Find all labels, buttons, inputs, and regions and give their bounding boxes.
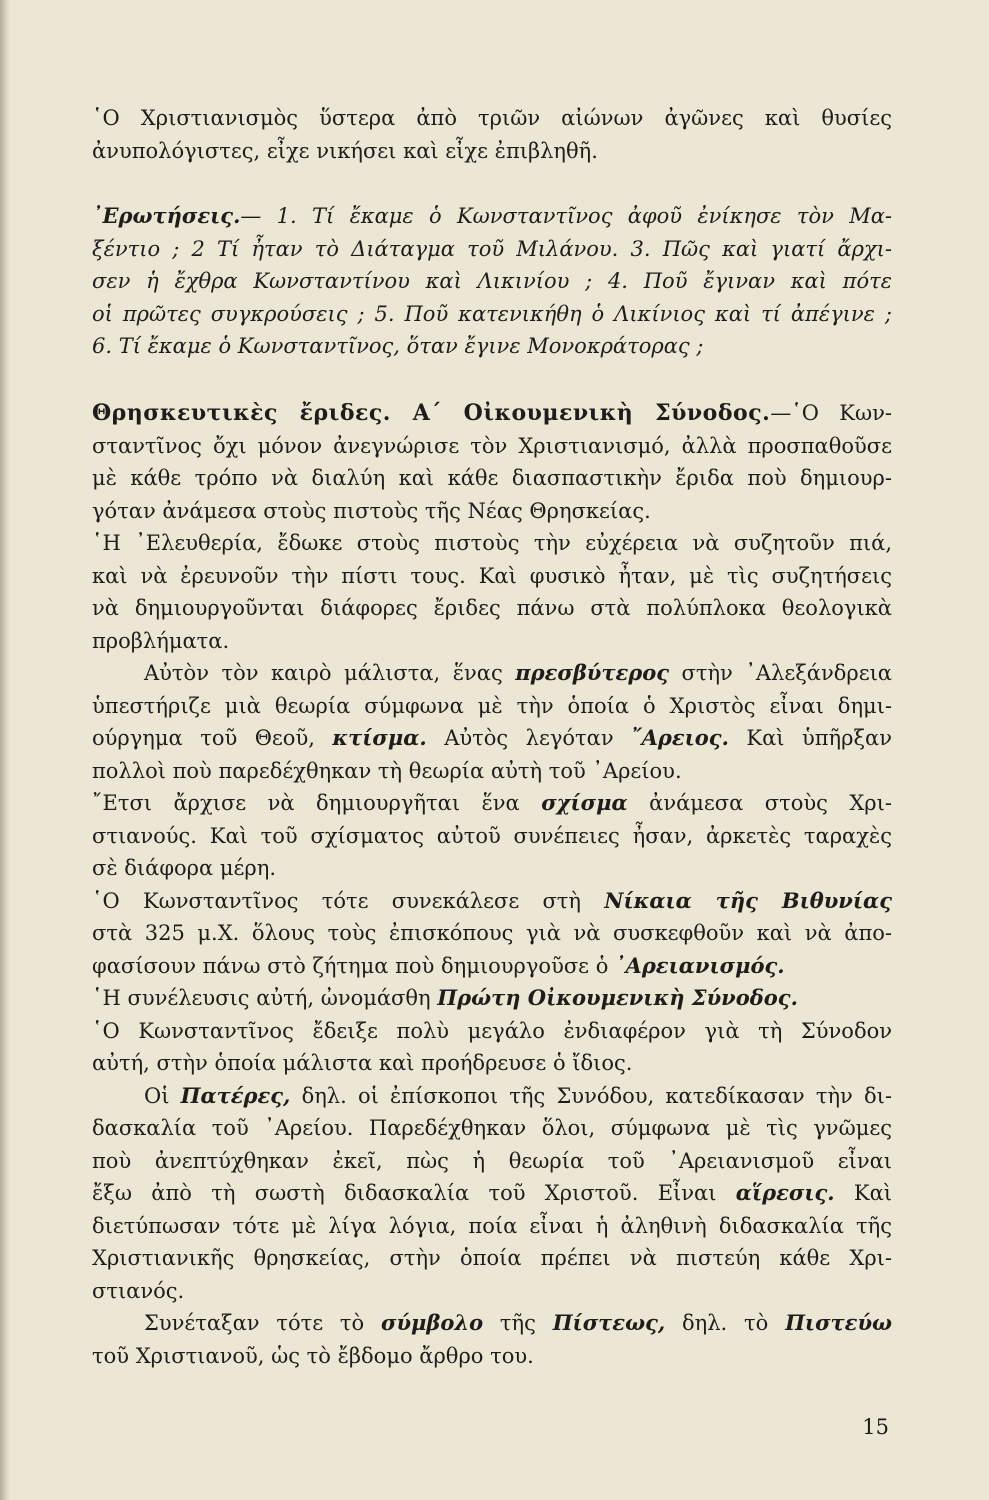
text-line: ὑπεστήριζε μιὰ θεωρία σύμφωνα μὲ τὴν ὁποία ὁ Χριστὸς εἶναι δημι- <box>92 693 892 718</box>
text-line: Χριστιανικῆς θρησκείας, στὴν ὁποία πρέπει νὰ πιστεύη κάθε Χρι- <box>92 1246 892 1270</box>
text-line: ποὺ ἀνεπτύχθηκαν ἐκεῖ, πὼς ἡ θεωρία τοῦ ᾿Αρειανισμοῦ εἶναι <box>92 1148 892 1173</box>
text-line: ῾Η συνέλευσις αὐτή, ὠνομάσθη Πρώτη Οἰκουμενικὴ Σύνοδος. <box>92 985 798 1010</box>
text-line: δασκαλία τοῦ ᾿Αρείου. Παρεδέχθηκαν ὅλοι, σύμφωνα μὲ τὶς γνῶμες <box>92 1116 892 1140</box>
text-line: τοῦ Χριστιανοῦ, ὡς τὸ ἔβδομο ἄρθρο του. <box>92 1343 534 1368</box>
questions-block <box>92 200 892 363</box>
text-line: ἀνυπολόγιστες, εἶχε νικήσει καὶ εἶχε ἐπιβληθῆ. <box>92 138 598 163</box>
term-schisma: σχίσμα <box>541 790 628 815</box>
text-line: μὲ κάθε τρόπο νὰ διαλύη καὶ κάθε διασπαστικὴν ἔριδα ποὺ δημιουρ- <box>92 466 892 490</box>
term-airesis: αἵρεσις. <box>735 1180 835 1205</box>
text-line: ἔξω ἀπὸ τὴ σωστὴ διδασκαλία τοῦ Χριστοῦ. Εἶναι αἵρεσις. Καὶ <box>92 1180 892 1205</box>
page-number: 15 <box>862 1415 889 1439</box>
questions-label: ᾿Ερωτήσεις. <box>92 203 241 228</box>
intro-paragraph <box>92 102 892 167</box>
text-line: σταντῖνος ὄχι μόνον ἀνεγνώρισε τὸν Χριστιανισμό, ἀλλὰ προσπαθοῦσε <box>92 433 892 458</box>
text-line: Συνέταξαν τότε τὸ σύμβολο τῆς Πίστεως, δηλ. τὸ Πιστεύω <box>144 1310 892 1335</box>
text-line: Αὐτὸν τὸν καιρὸ μάλιστα, ἕνας πρεσβύτερος στὴν ᾿Αλεξάνδρεια <box>144 660 892 685</box>
text-line: νὰ δημιουργοῦνται διάφορες ἔριδες πάνω στὰ πολύπλοκα θεολογικὰ <box>92 596 892 620</box>
term-symbolo: σύμβολο <box>381 1310 484 1335</box>
text-line: ῾Η ᾿Ελευθερία, ἔδωκε στοὺς πιστοὺς τὴν εὐχέρεια νὰ συζητοῦν πιά, <box>92 531 892 555</box>
text-line: ῾Ο Χριστιανισμὸς ὕστερα ἀπὸ τριῶν αἰώνων ἀγῶνες καὶ θυσίες <box>92 106 892 130</box>
text-line: ῎Ετσι ἄρχισε νὰ δημιουργῆται ἕνα σχίσμα ἀνάμεσα στοὺς Χρι- <box>92 790 892 815</box>
term-presbyteros: πρεσβύτερος <box>515 660 670 685</box>
text-line: ῾Ο Κωνσταντῖνος τότε συνεκάλεσε στὴ Νίκαια τῆς Βιθυνίας <box>92 887 892 913</box>
text-line: Οἱ Πατέρες, δηλ. οἱ ἐπίσκοποι τῆς Συνόδου, κατεδίκασαν τὴν δι- <box>144 1082 892 1108</box>
term-pateres: Πατέρες, <box>180 1082 291 1108</box>
text-line: γόταν ἀνάμεσα στοὺς πιστοὺς τῆς Νέας Θρησκείας. <box>92 498 651 523</box>
text-line: Θρησκευτικὲς ἔριδες. Α΄ Οἰκουμενικὴ Σύνοδος.—῾Ο Κων- <box>92 400 892 426</box>
binding-edge <box>0 0 10 1500</box>
text-line: 6. Τί ἔκαμε ὁ Κωνσταντῖνος, ὅταν ἔγινε Μονοκράτορας ; <box>92 334 704 358</box>
text-line: στιανούς. Καὶ τοῦ σχίσματος αὐτοῦ συνέπειες ἦσαν, ἀρκετὲς ταραχὲς <box>92 823 892 848</box>
text-line: διετύπωσαν τότε μὲ λίγα λόγια, ποία εἶναι ἡ ἀληθινὴ διδασκαλία τῆς <box>92 1213 892 1238</box>
term-pisteyo: Πιστεύω <box>785 1310 892 1335</box>
text-line: καὶ νὰ ἐρευνοῦν τὴν πίστι τους. Καὶ φυσικὸ ἦταν, μὲ τὶς συζητήσεις <box>92 563 892 588</box>
section-title: Θρησκευτικὲς ἔριδες. Α΄ Οἰκουμενικὴ Σύνοδος. <box>92 400 771 426</box>
text-line: σεν ἡ ἔχθρα Κωνσταντίνου καὶ Λικινίου ; 4. Ποῦ ἔγιναν καὶ πότε <box>92 269 892 293</box>
text-line: στὰ 325 μ.Χ. ὅλους τοὺς ἐπισκόπους γιὰ νὰ συσκεφθοῦν καὶ νὰ ἀπο- <box>92 921 892 945</box>
text-line: σὲ διάφορα μέρη. <box>92 856 277 880</box>
text-line: στιανός. <box>92 1278 185 1303</box>
text-line: πολλοὶ ποὺ παρεδέχθηκαν τὴ θεωρία αὐτὴ τοῦ ᾿Αρείου. <box>92 758 682 783</box>
text-line: ῾Ο Κωνσταντῖνος ἔδειξε πολὺ μεγάλο ἐνδιαφέρον γιὰ τὴ Σύνοδον <box>92 1018 892 1043</box>
term-areianismos: ᾿Αρειανισμός. <box>615 952 785 978</box>
term-nikaia: Νίκαια τῆς Βιθυνίας <box>604 887 892 913</box>
text-line: ᾿Ερωτήσεις.— 1. Τί ἔκαμε ὁ Κωνσταντῖνος ἀφοῦ ἐνίκησε τὸν Μα- <box>92 203 892 228</box>
text-line: ούργημα τοῦ Θεοῦ, κτίσμα. Αὐτὸς λεγόταν ῎Αρειος. Καὶ ὑπῆρξαν <box>92 725 892 750</box>
text-line: ξέντιο ; 2 Τί ἦταν τὸ Διάταγμα τοῦ Μιλάνου. 3. Πῶς καὶ γιατί ἄρχι- <box>92 236 892 261</box>
text-line: φασίσουν πάνω στὸ ζήτημα ποὺ δημιουργοῦσε ὁ ᾿Αρειανισμός. <box>92 952 785 978</box>
text-line: οἱ πρῶτες συγκρούσεις ; 5. Ποῦ κατενικήθη ὁ Λικίνιος καὶ τί ἀπέγινε ; <box>92 301 892 326</box>
term-proti-synodos: Πρώτη Οἰκουμενικὴ Σύνοδος. <box>437 985 798 1010</box>
term-pisteos: Πίστεως, <box>552 1310 666 1335</box>
main-section <box>92 397 892 1372</box>
term-areios: ῎Αρειος. <box>631 725 729 750</box>
text-line: αὐτή, στὴν ὁποία μάλιστα καὶ προήδρευσε ὁ ἴδιος. <box>92 1051 633 1075</box>
term-ktisma: κτίσμα. <box>332 725 427 750</box>
text-line: προβλήματα. <box>92 628 230 653</box>
